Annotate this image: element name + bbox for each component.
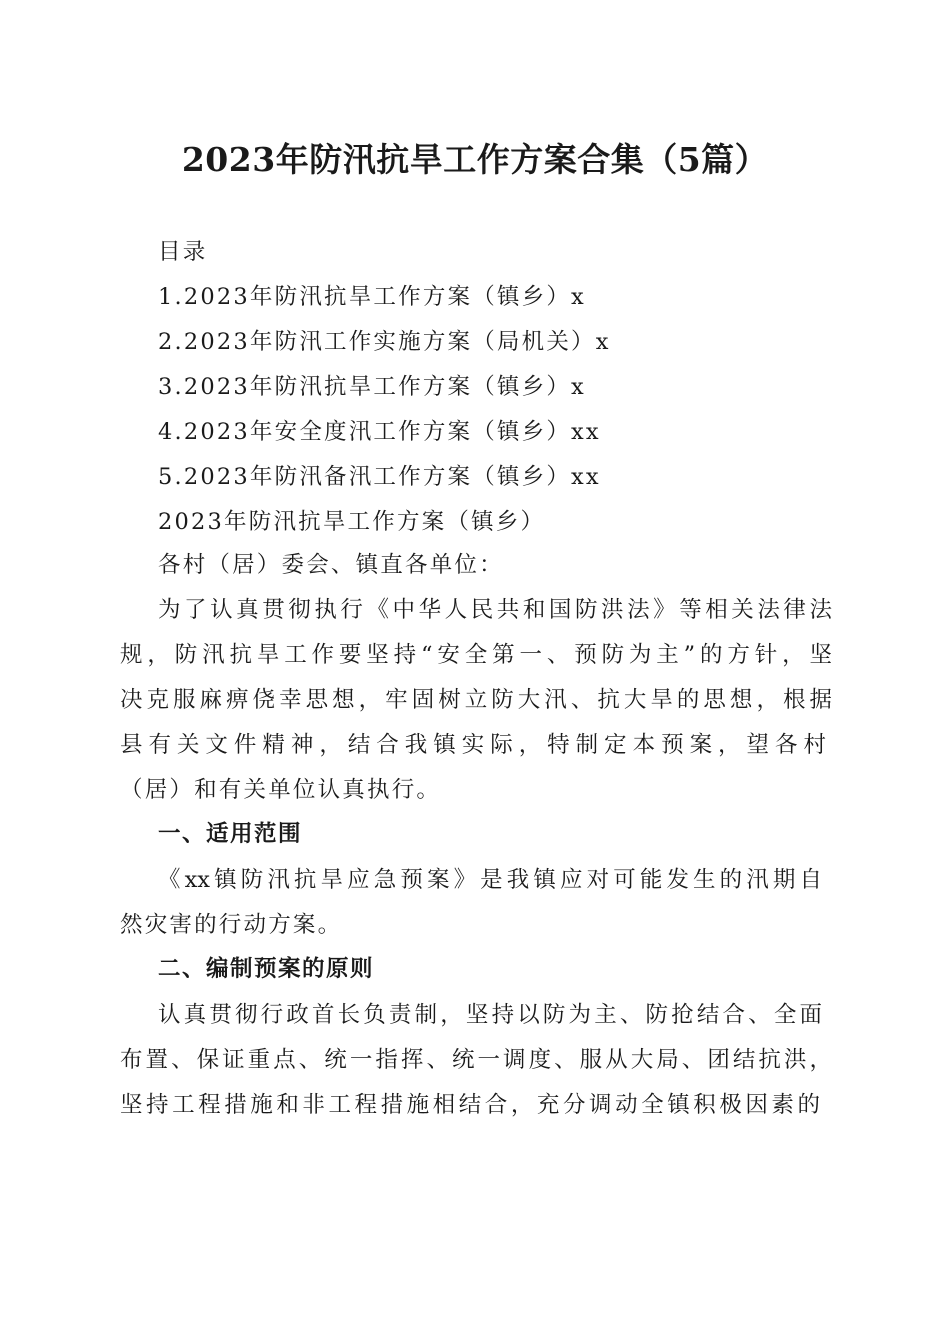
intro-line-1: 为了认真贯彻执行《中华人民共和国防洪法》等相关法律法	[158, 597, 832, 623]
toc-item-5: 5.2023年防汛备汛工作方案（镇乡）xx	[158, 464, 601, 490]
salutation: 各村（居）委会、镇直各单位：	[158, 552, 504, 578]
intro-line-2: 规，防汛抗旱工作要坚持“安全第一、预防为主”的方针，坚	[120, 642, 832, 668]
section2-line-1: 认真贯彻行政首长负责制，坚持以防为主、防抢结合、全面	[158, 1002, 822, 1028]
section2-line-2: 布置、保证重点、统一指挥、统一调度、服从大局、团结抗洪，	[120, 1047, 832, 1073]
section2-line-3: 坚持工程措施和非工程措施相结合，充分调动全镇积极因素的	[120, 1092, 820, 1118]
intro-line-5: （居）和有关单位认真执行。	[120, 777, 442, 803]
toc-item-3: 3.2023年防汛抗旱工作方案（镇乡）x	[158, 374, 586, 400]
intro-line-4: 县有关文件精神，结合我镇实际，特制定本预案，望各村	[120, 732, 826, 758]
toc-item-1: 1.2023年防汛抗旱工作方案（镇乡）x	[158, 284, 586, 310]
toc-item-4: 4.2023年安全度汛工作方案（镇乡）xx	[158, 419, 601, 445]
document-subtitle: 2023年防汛抗旱工作方案（镇乡）	[158, 509, 546, 535]
intro-line-3: 决克服麻痹侥幸思想，牢固树立防大汛、抗大旱的思想，根据	[120, 687, 832, 713]
section1-line-2: 然灾害的行动方案。	[120, 912, 343, 938]
document-title: 2023年防汛抗旱工作方案合集（5篇）	[181, 140, 769, 179]
section1-heading: 一、适用范围	[158, 821, 303, 847]
toc-heading: 目录	[158, 239, 208, 265]
section1-line-1: 《xx镇防汛抗旱应急预案》是我镇应对可能发生的汛期自	[158, 867, 822, 893]
section2-heading: 二、编制预案的原则	[158, 956, 375, 982]
toc-item-2: 2.2023年防汛工作实施方案（局机关）x	[158, 329, 611, 355]
